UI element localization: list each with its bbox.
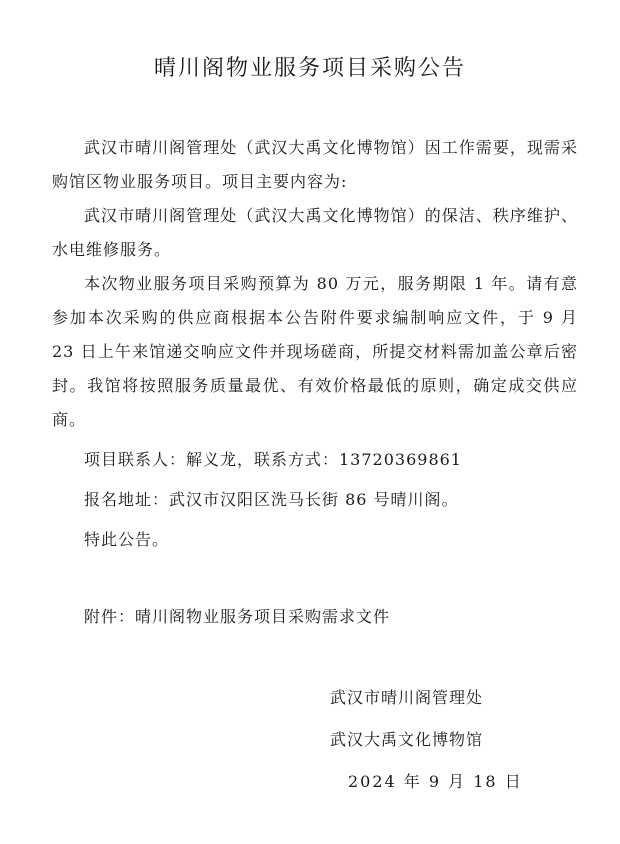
paragraph-budget: 本次物业服务项目采购预算为 80 万元，服务期限 1 年。请有意参加本次采购的供应商根据本公告附件要求编制响应文件，于 9 月 23 日上午来馆递交响应文件并现场磋商，所提交材料需加盖公章后密封。我馆将按照服务质量最优、有效价格最低的原则，确定成交供应商。 bbox=[52, 274, 578, 429]
signature-org-2: 武汉大禹文化博物馆 bbox=[330, 730, 484, 749]
signature-date: 2024 年 9 月 18 日 bbox=[348, 772, 523, 791]
contact-line: 项目联系人：解义龙，联系方式：13720369861 bbox=[84, 450, 462, 469]
address-line: 报名地址：武汉市汉阳区洗马长街 86 号晴川阁。 bbox=[84, 490, 459, 509]
page-title: 晴川阁物业服务项目采购公告 bbox=[153, 56, 466, 81]
paragraph-intro: 武汉市晴川阁管理处（武汉大禹文化博物馆）因工作需要，现需采购馆区物业服务项目。项目主要内容为: bbox=[52, 138, 578, 191]
closing-line: 特此公告。 bbox=[84, 530, 170, 549]
announcement-body bbox=[52, 131, 578, 557]
signature-org-1: 武汉市晴川阁管理处 bbox=[330, 688, 484, 707]
paragraph-scope: 武汉市晴川阁管理处（武汉大禹文化博物馆）的保洁、秩序维护、水电维修服务。 bbox=[52, 206, 578, 259]
attachment-line: 附件：晴川阁物业服务项目采购需求文件 bbox=[84, 607, 391, 626]
